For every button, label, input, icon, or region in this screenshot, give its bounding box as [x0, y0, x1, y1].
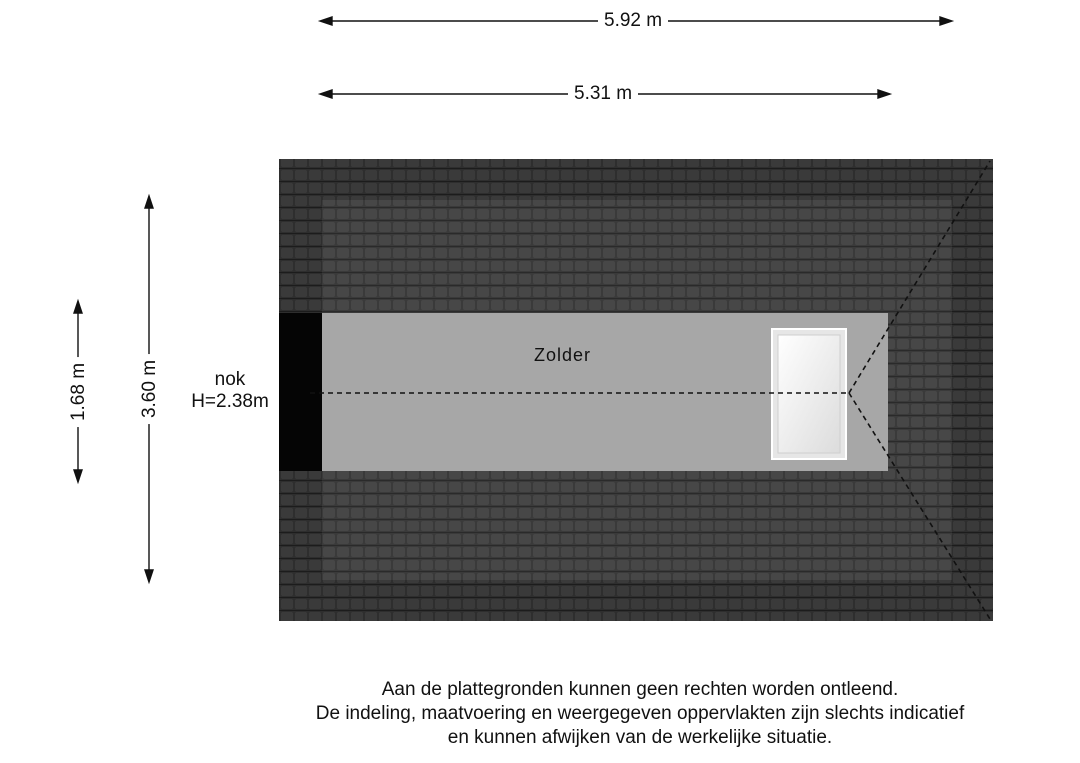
disclaimer-text	[200, 678, 1080, 750]
roof-right-edge	[952, 159, 993, 621]
ridge-label: nok	[214, 369, 246, 390]
ridge-annotation	[184, 369, 276, 413]
disclaimer-line: De indeling, maatvoering en weergegeven oppervlakten zijn slechts indicatief	[315, 703, 965, 724]
ridge-height-label: H=2.38m	[191, 391, 269, 412]
outer-depth-label: 3.60 m	[139, 354, 161, 424]
disclaimer-line: Aan de plattegronden kunnen geen rechten worden ontleend.	[381, 679, 899, 700]
inner-width-label: 5.31 m	[568, 83, 638, 105]
inner-depth-label: 1.68 m	[68, 357, 90, 427]
disclaimer-line: en kunnen afwijken van de werkelijke situatie.	[447, 727, 833, 748]
gable-wall	[279, 313, 322, 471]
outer-width-label: 5.92 m	[598, 10, 668, 32]
skylight	[772, 329, 846, 459]
room-name-label: Zolder	[534, 345, 592, 365]
